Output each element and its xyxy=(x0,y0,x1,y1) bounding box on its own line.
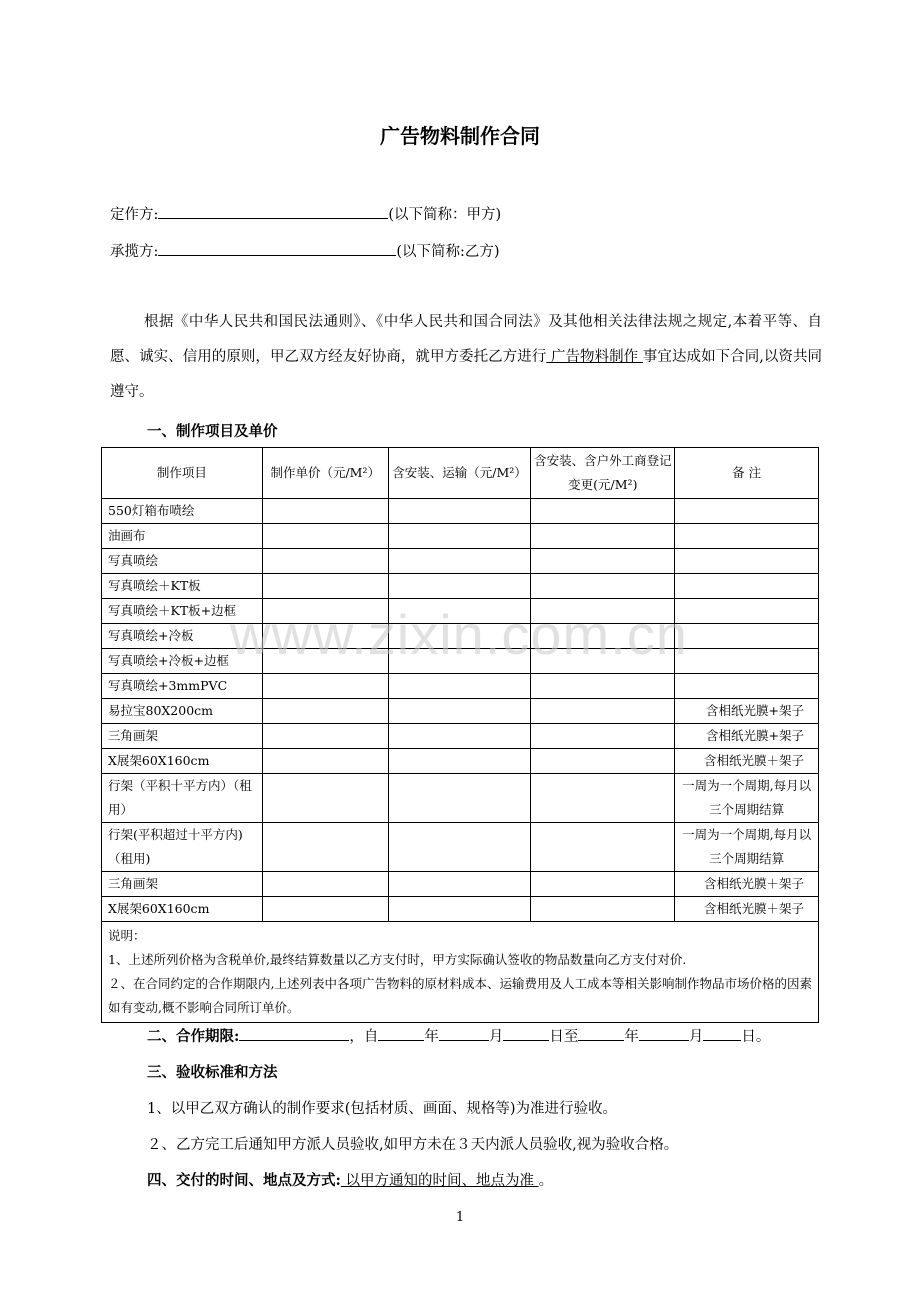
notes-cell xyxy=(102,922,819,1023)
price-cell[interactable] xyxy=(531,499,675,524)
intro-text-end: 事宜达成如下合同,以资共同遵守。 xyxy=(110,349,823,400)
price-cell[interactable] xyxy=(531,699,675,724)
price-cell[interactable] xyxy=(262,897,388,922)
price-cell[interactable] xyxy=(388,674,531,699)
table-row xyxy=(102,699,819,724)
note-n1: 1、上述所列价格为含税单价,最终结算数量以乙方支付时，甲方实际确认签收的物品数量向乙方支付对价. xyxy=(108,952,687,967)
table-row xyxy=(102,774,819,823)
table-row xyxy=(102,549,819,574)
day-text: 日。 xyxy=(741,1029,771,1045)
item-cell: 行架（平积十平方内）（租用） xyxy=(102,774,263,823)
price-cell[interactable] xyxy=(262,499,388,524)
party-a-suffix: (以下简称：甲方) xyxy=(388,207,502,223)
month-text: 月 xyxy=(488,1029,504,1045)
party-a-label: 定作方: xyxy=(110,207,159,223)
note-cell xyxy=(675,499,819,524)
section-3-item-1: 1、以甲乙双方确认的制作要求(包括材质、画面、规格等)为准进行验收。 xyxy=(147,1101,618,1117)
intro-text: 根据《中华人民共和国民法通则》、《中华人民共和国合同法》及其他相关法律法规之规定,本着平等、自愿、诚实、信用的原则，甲乙双方经友好协商，就甲方委托乙方进行 xyxy=(110,314,822,365)
item-cell: 写真喷绘＋KT板+边框 xyxy=(102,599,263,624)
table-row xyxy=(102,499,819,524)
price-cell[interactable] xyxy=(388,574,531,599)
item-cell: 行架(平积超过十平方内)（租用) xyxy=(102,823,263,872)
price-cell[interactable] xyxy=(262,774,388,823)
page-number: 1 xyxy=(455,1210,465,1225)
party-b-label: 承揽方: xyxy=(110,244,159,260)
table-header-row xyxy=(102,448,819,499)
note-n2: ２、在合同约定的合作期限内,上述列表中各项广告物料的原材料成本、运输费用及人工成本等相关影响制作物品市场价格的因素如有变动,概不影响合同所订单价。 xyxy=(108,976,812,1015)
price-cell[interactable] xyxy=(531,823,675,872)
item-cell: 油画布 xyxy=(102,524,263,549)
item-cell: 写真喷绘+冷板+边框 xyxy=(102,649,263,674)
section-2-label: 二、合作期限: xyxy=(147,1028,240,1045)
item-cell: X展架60X160cm xyxy=(102,749,263,774)
year-text: 年 xyxy=(624,1029,639,1045)
price-cell[interactable] xyxy=(388,872,531,897)
note-cell xyxy=(675,624,819,649)
price-cell[interactable] xyxy=(388,823,531,872)
intro-paragraph xyxy=(110,305,822,410)
price-cell[interactable] xyxy=(531,574,675,599)
end-month-blank[interactable] xyxy=(639,1026,689,1041)
price-cell[interactable] xyxy=(531,872,675,897)
item-cell: 写真喷绘+冷板 xyxy=(102,624,263,649)
period-blank[interactable] xyxy=(239,1026,349,1041)
table-row xyxy=(102,674,819,699)
price-cell[interactable] xyxy=(531,774,675,823)
end-year-blank[interactable] xyxy=(578,1026,624,1041)
note-cell: 含相纸光膜＋架子 xyxy=(675,897,819,922)
note-heading: 说明： xyxy=(108,928,146,943)
price-cell[interactable] xyxy=(262,524,388,549)
note-cell: 含相纸光膜+架子 xyxy=(675,699,819,724)
item-cell: 写真喷绘+3mmPVC xyxy=(102,674,263,699)
party-b-line xyxy=(110,240,500,261)
note-cell: 含相纸光膜+架子 xyxy=(675,724,819,749)
note-cell: 含相纸光膜＋架子 xyxy=(675,749,819,774)
section-1-heading: 一、制作项目及单价 xyxy=(147,423,278,440)
column-header: 制作单价（元/M²） xyxy=(262,448,388,499)
year-text: 年 xyxy=(424,1029,439,1045)
item-cell: 550灯箱布喷绘 xyxy=(102,499,263,524)
start-year-blank[interactable] xyxy=(378,1026,424,1041)
watermark: www.zixin.com.cn xyxy=(230,603,688,666)
price-cell[interactable] xyxy=(531,674,675,699)
month-text: 月 xyxy=(688,1029,704,1045)
item-cell: 三角画架 xyxy=(102,872,263,897)
price-cell[interactable] xyxy=(388,749,531,774)
column-header: 含安装、含户外工商登记变更(元/M²) xyxy=(531,448,675,499)
price-cell[interactable] xyxy=(531,897,675,922)
price-cell[interactable] xyxy=(531,724,675,749)
price-cell[interactable] xyxy=(531,749,675,774)
section-3-heading: 三、验收标准和方法 xyxy=(147,1064,278,1081)
price-cell[interactable] xyxy=(388,549,531,574)
section-3-item-2: ２、乙方完工后通知甲方派人员验收,如甲方未在３天内派人员验收,视为验收合格。 xyxy=(147,1137,679,1153)
price-cell[interactable] xyxy=(388,897,531,922)
party-a-blank[interactable] xyxy=(158,204,388,219)
item-cell: 易拉宝80X200cm xyxy=(102,699,263,724)
price-cell[interactable] xyxy=(262,549,388,574)
note-cell xyxy=(675,599,819,624)
item-cell: 三角画架 xyxy=(102,724,263,749)
party-b-blank[interactable] xyxy=(158,241,396,256)
note-cell xyxy=(675,549,819,574)
table-row xyxy=(102,749,819,774)
note-cell: 一周为一个周期,每月以三个周期结算 xyxy=(675,774,819,823)
price-cell[interactable] xyxy=(388,524,531,549)
table-row xyxy=(102,872,819,897)
note-cell xyxy=(675,524,819,549)
delivery-value: 以甲方通知的时间、地点为准 xyxy=(340,1173,539,1189)
notes-row xyxy=(102,922,819,1023)
price-cell[interactable] xyxy=(388,499,531,524)
price-cell[interactable] xyxy=(262,823,388,872)
item-cell: X展架60X160cm xyxy=(102,897,263,922)
price-cell[interactable] xyxy=(262,872,388,897)
price-cell[interactable] xyxy=(531,524,675,549)
table-row xyxy=(102,524,819,549)
column-header: 备 注 xyxy=(675,448,819,499)
note-cell: 含相纸光膜＋架子 xyxy=(675,872,819,897)
column-header: 含安装、运输（元/M²） xyxy=(388,448,531,499)
price-table xyxy=(101,447,819,1023)
party-a-line xyxy=(110,203,501,224)
table-row xyxy=(102,823,819,872)
party-b-suffix: (以下简称:乙方) xyxy=(396,244,500,260)
price-cell[interactable] xyxy=(531,549,675,574)
price-cell[interactable] xyxy=(388,699,531,724)
end-day-blank[interactable] xyxy=(703,1026,741,1041)
price-cell[interactable] xyxy=(262,674,388,699)
section-4-end: 。 xyxy=(538,1173,554,1189)
section-4-line xyxy=(147,1169,553,1190)
intro-underlined: 广告物料制作 xyxy=(546,349,643,365)
column-header: 制作项目 xyxy=(102,448,263,499)
day-to-text: 日至 xyxy=(549,1029,579,1045)
table-row xyxy=(102,724,819,749)
price-cell[interactable] xyxy=(262,724,388,749)
note-cell xyxy=(675,674,819,699)
start-day-blank[interactable] xyxy=(503,1026,549,1041)
note-cell: 一周为一个周期,每月以三个周期结算 xyxy=(675,823,819,872)
price-cell[interactable] xyxy=(388,724,531,749)
item-cell: 写真喷绘 xyxy=(102,549,263,574)
price-cell[interactable] xyxy=(262,699,388,724)
price-cell[interactable] xyxy=(262,749,388,774)
start-month-blank[interactable] xyxy=(439,1026,489,1041)
table-row xyxy=(102,574,819,599)
note-cell xyxy=(675,574,819,599)
section-2-line xyxy=(147,1025,770,1046)
table-row xyxy=(102,897,819,922)
section-4-label: 四、交付的时间、地点及方式: xyxy=(147,1172,341,1189)
document-title: 广告物料制作合同 xyxy=(380,124,540,148)
price-cell[interactable] xyxy=(388,774,531,823)
from-text: ，自 xyxy=(349,1029,379,1045)
item-cell: 写真喷绘＋KT板 xyxy=(102,574,263,599)
note-cell xyxy=(675,649,819,674)
price-cell[interactable] xyxy=(262,574,388,599)
